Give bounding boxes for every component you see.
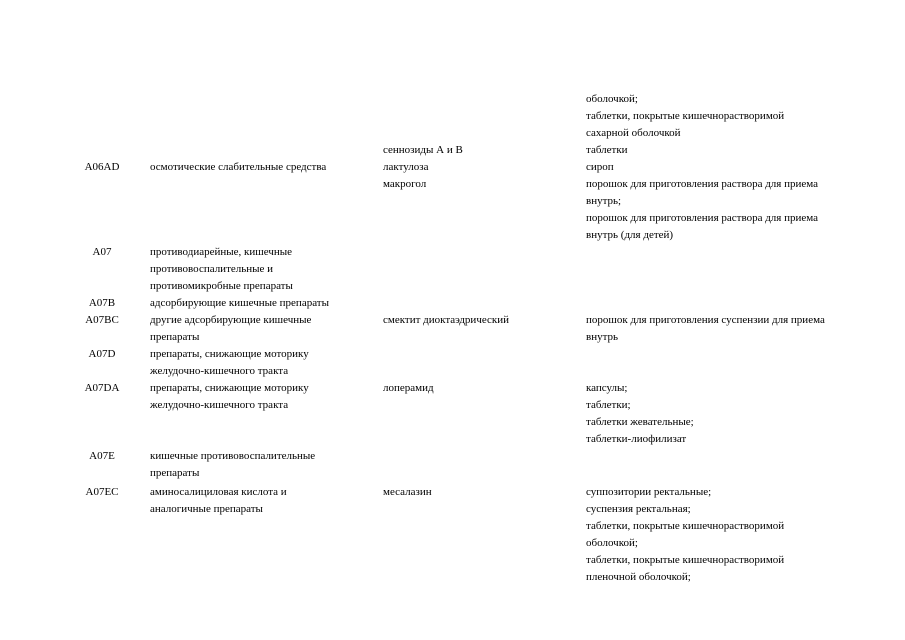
atc-code: A07D	[88, 348, 116, 360]
form-line: порошок для приготовления раствора для приема	[586, 178, 819, 190]
atc-code: A07DA	[84, 382, 120, 394]
form-line: суспензия ректальная;	[586, 503, 691, 515]
form-line: таблетки-лиофилизат	[586, 433, 687, 445]
atc-code: A07	[92, 246, 112, 258]
form-line: таблетки жевательные;	[586, 416, 694, 428]
form-line: сахарной оболочкой	[586, 127, 681, 139]
group-line: желудочно-кишечного тракта	[150, 399, 289, 411]
atc-code: A07BC	[85, 314, 119, 326]
inn-line: лактулоза	[383, 161, 429, 173]
form-line: таблетки, покрытые кишечнорастворимой	[586, 554, 785, 566]
group-line: препараты	[150, 467, 200, 479]
form-line: оболочкой;	[586, 537, 638, 549]
atc-code: A07B	[88, 297, 116, 309]
form-line: суппозитории ректальные;	[586, 486, 712, 498]
group-line: препараты	[150, 331, 200, 343]
form-line: капсулы;	[586, 382, 628, 394]
inn-line: смектит диоктаэдрический	[383, 314, 510, 326]
inn-line: сеннозиды А и В	[383, 144, 463, 156]
form-line: внутрь (для детей)	[586, 229, 674, 241]
form-line: таблетки, покрытые кишечнорастворимой	[586, 110, 785, 122]
inn-line: макрогол	[383, 178, 427, 190]
group-line: желудочно-кишечного тракта	[150, 365, 289, 377]
group-line: препараты, снижающие моторику	[150, 348, 309, 360]
atc-code: A07EC	[85, 486, 119, 498]
form-line: оболочкой;	[586, 93, 638, 105]
atc-code: A07E	[89, 450, 115, 462]
group-line: аминосалициловая кислота и	[150, 486, 287, 498]
form-line: сироп	[586, 161, 614, 173]
form-line: внутрь	[586, 331, 619, 343]
form-line: порошок для приготовления раствора для приема	[586, 212, 819, 224]
form-line: порошок для приготовления суспензии для приема	[586, 314, 825, 326]
inn-line: лоперамид	[383, 382, 434, 394]
form-line: таблетки, покрытые кишечнорастворимой	[586, 520, 785, 532]
group-line: кишечные противовоспалительные	[150, 450, 316, 462]
group-line: адсорбирующие кишечные препараты	[150, 297, 329, 309]
group-line: осмотические слабительные средства	[150, 161, 327, 173]
group-line: другие адсорбирующие кишечные	[150, 314, 312, 326]
form-line: таблетки;	[586, 399, 631, 411]
form-line: пленочной оболочкой;	[586, 571, 691, 583]
form-line: внутрь;	[586, 195, 622, 207]
group-line: противодиарейные, кишечные	[150, 246, 293, 258]
form-line: таблетки	[586, 144, 628, 156]
group-line: препараты, снижающие моторику	[150, 382, 309, 394]
group-line: противомикробные препараты	[150, 280, 293, 292]
group-line: противовоспалительные и	[150, 263, 274, 275]
group-line: аналогичные препараты	[150, 503, 263, 515]
atc-code: A06AD	[84, 161, 120, 173]
inn-line: месалазин	[383, 486, 432, 498]
